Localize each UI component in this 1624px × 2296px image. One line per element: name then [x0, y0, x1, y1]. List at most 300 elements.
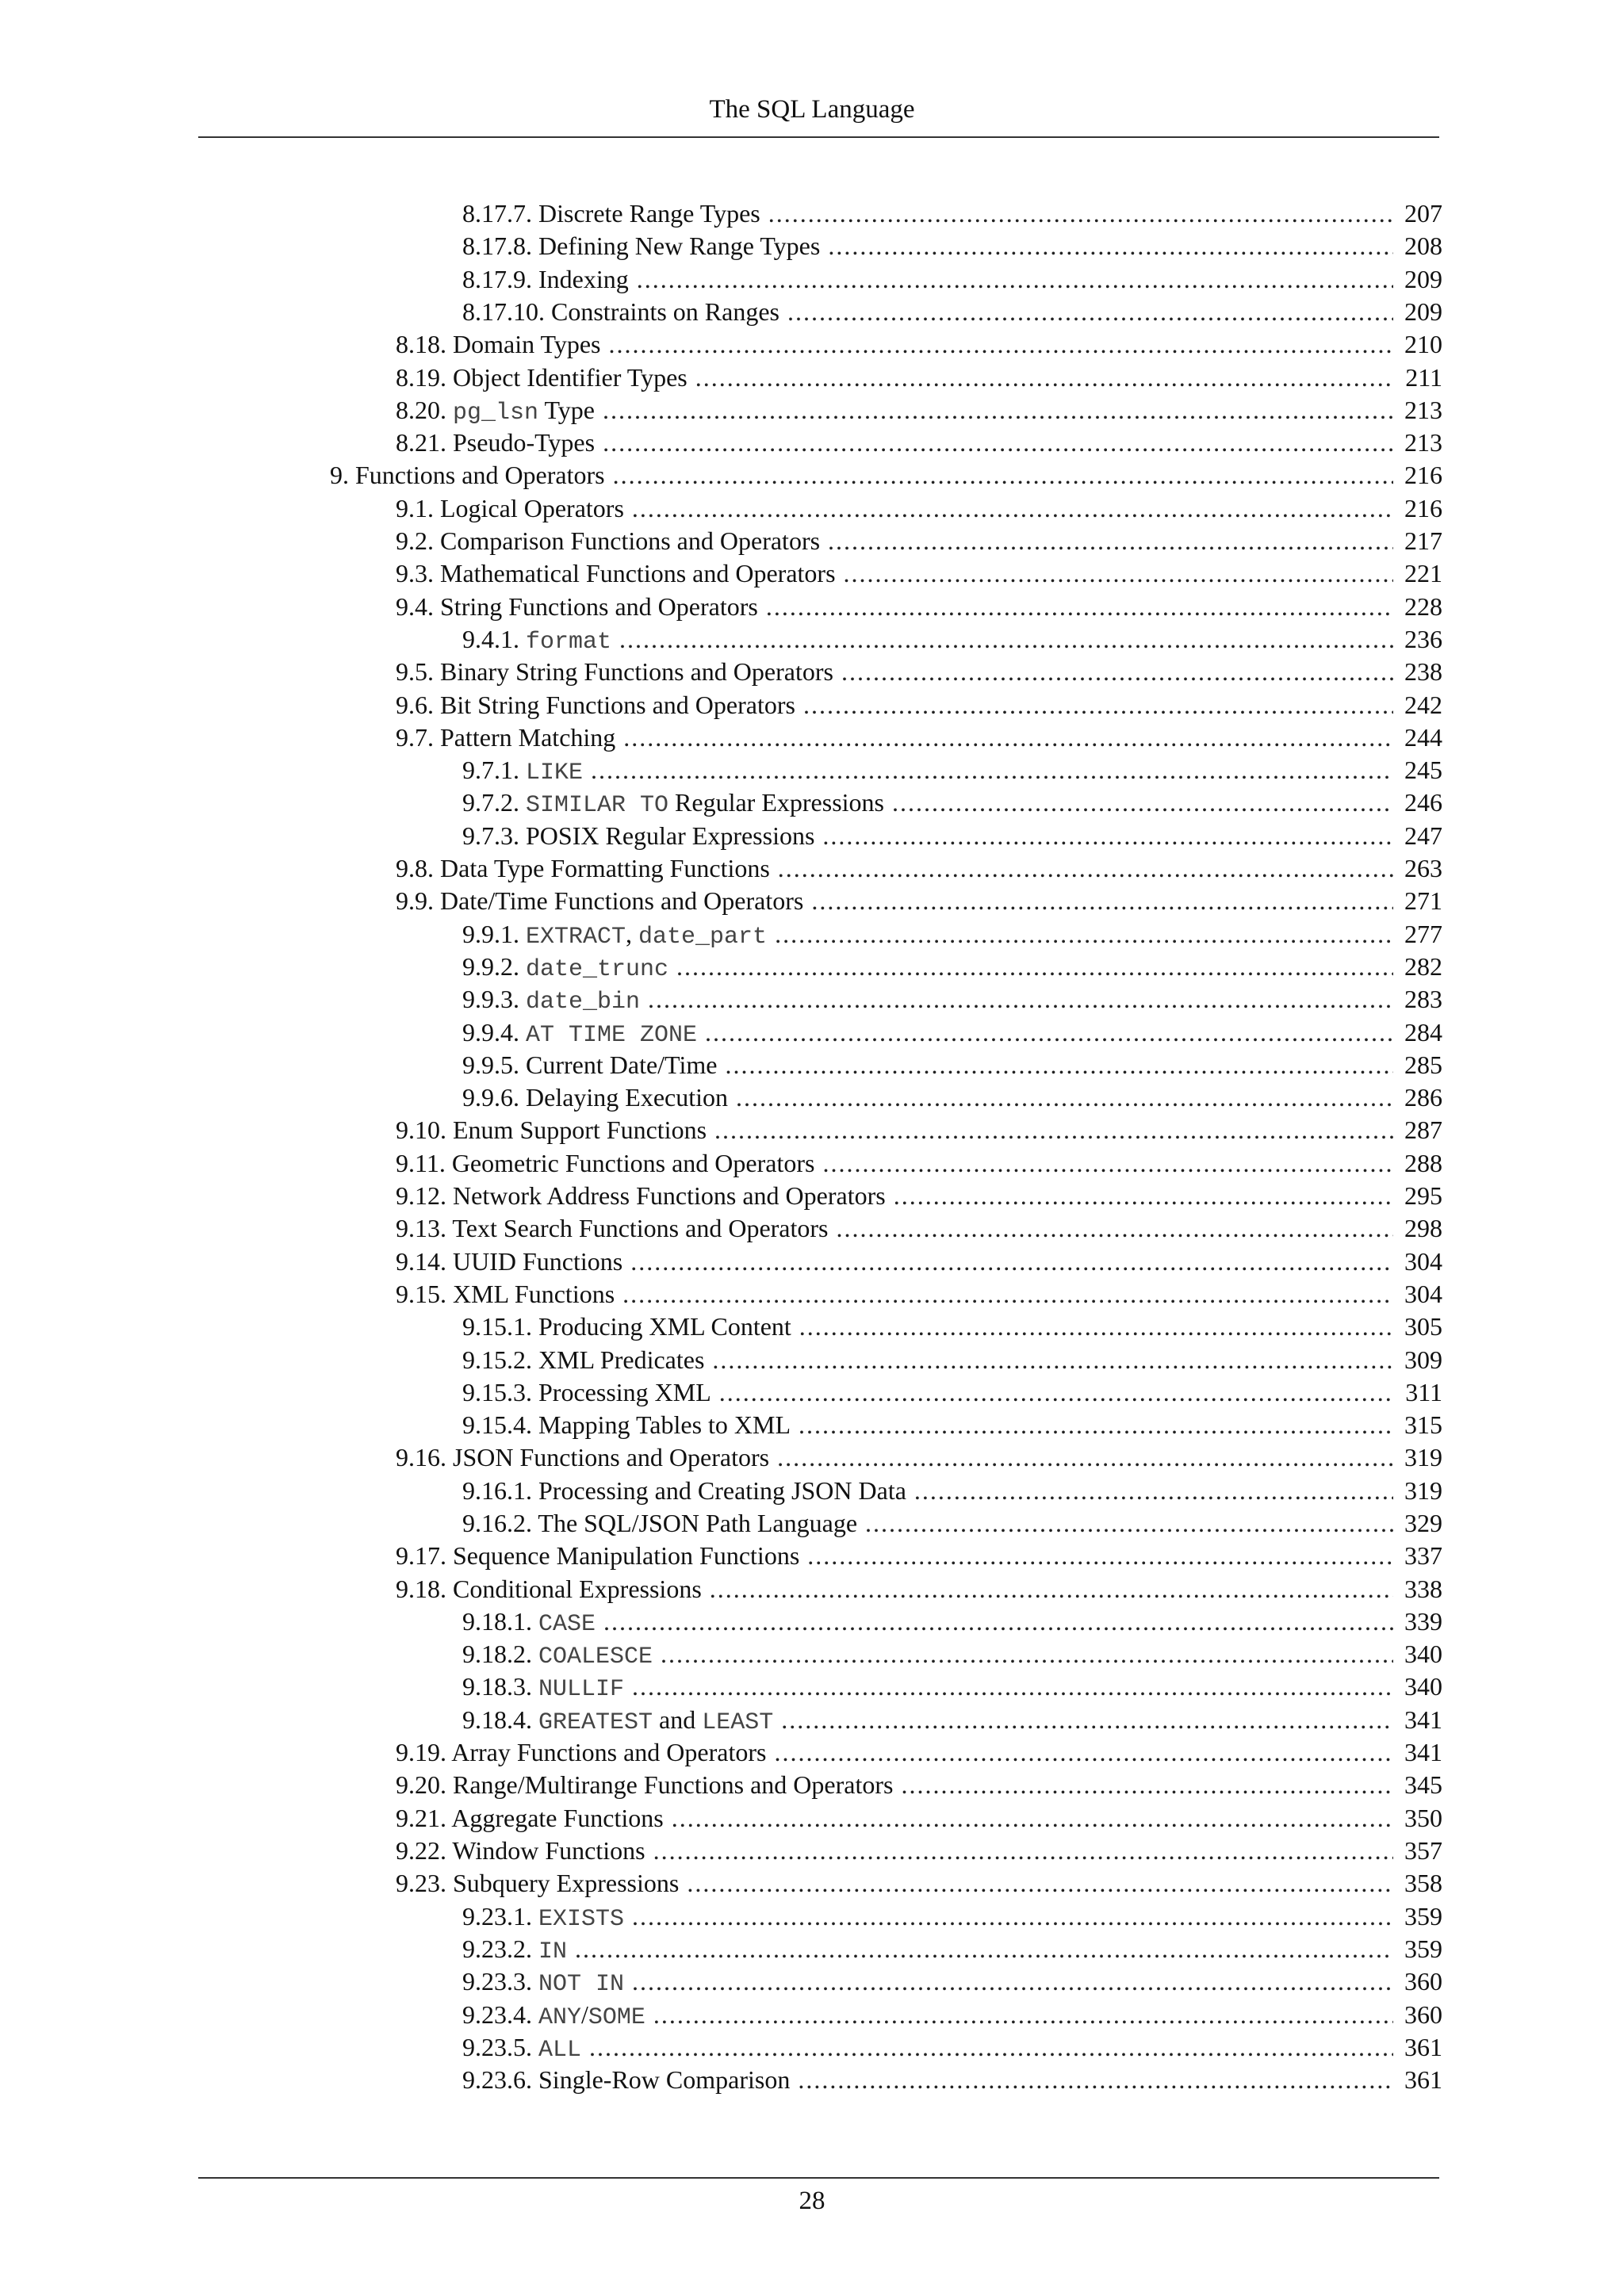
- toc-entry-title: [462, 197, 760, 230]
- toc-dot-leader: [799, 1310, 1393, 1343]
- toc-entry[interactable]: [396, 1801, 1442, 1835]
- toc-title-text: 9.16. JSON Functions and Operators: [396, 1443, 770, 1471]
- toc-dot-leader: [603, 393, 1393, 427]
- toc-entry-title: [396, 1113, 707, 1146]
- toc-entry[interactable]: [462, 1310, 1442, 1343]
- toc-title-text: 9.4. String Functions and Operators: [396, 592, 758, 621]
- toc-entry[interactable]: [462, 1376, 1442, 1409]
- toc-dot-leader: [603, 426, 1393, 459]
- toc-entry-title: [396, 884, 803, 917]
- toc-title-text: 9.15.4. Mapping Tables to XML: [462, 1410, 791, 1439]
- toc-dot-leader: [777, 1441, 1393, 1474]
- page-number: 28: [799, 2187, 825, 2215]
- toc-entry[interactable]: [396, 1211, 1442, 1245]
- toc-title-text: 9.9.5. Current Date/Time: [462, 1050, 718, 1079]
- toc-title-text: 9.10. Enum Support Functions: [396, 1115, 707, 1144]
- toc-page-number: 228: [1404, 592, 1442, 621]
- toc-entry[interactable]: [396, 1245, 1442, 1278]
- toc-title-text: 9.9.4.: [462, 1018, 526, 1047]
- toc-entry[interactable]: [462, 786, 1442, 819]
- toc-entry[interactable]: [462, 1408, 1442, 1441]
- toc-entry[interactable]: [396, 1735, 1442, 1769]
- toc-dot-leader: [622, 1277, 1393, 1311]
- toc-page-number: 319: [1404, 1443, 1442, 1471]
- toc-dot-leader: [676, 950, 1393, 983]
- toc-entry-title: [462, 753, 583, 790]
- toc-page-number: 221: [1404, 559, 1442, 587]
- toc-page-number: 207: [1404, 199, 1442, 228]
- toc-entry-title: [396, 1277, 615, 1311]
- toc-entry[interactable]: [462, 1703, 1442, 1736]
- toc-code-term: AT TIME ZONE: [526, 1022, 698, 1049]
- toc-page-number: 340: [1404, 1640, 1442, 1668]
- toc-page-number: 338: [1404, 1575, 1442, 1603]
- toc-page-number: 246: [1404, 788, 1442, 817]
- toc-dot-leader: [787, 295, 1393, 328]
- toc-entry-title: [396, 361, 688, 394]
- toc-dot-leader: [613, 458, 1393, 492]
- toc-title-text: 9.9. Date/Time Functions and Operators: [396, 886, 804, 915]
- toc-entry[interactable]: [462, 229, 1442, 262]
- toc-code-term: COALESCE: [538, 1644, 653, 1670]
- toc-entry-title: [396, 1834, 645, 1867]
- toc-title-text: 9.23. Subquery Expressions: [396, 1869, 680, 1897]
- toc-dot-leader: [648, 982, 1393, 1016]
- toc-page-number: 311: [1405, 1378, 1442, 1406]
- toc-dot-leader: [589, 2030, 1393, 2064]
- toc-dot-leader: [603, 1605, 1393, 1638]
- toc-title-text: 9.23.1.: [462, 1902, 538, 1931]
- toc-entry[interactable]: [462, 1670, 1442, 1703]
- toc-page-number: 209: [1404, 297, 1442, 326]
- toc-entry-title: [462, 1016, 697, 1052]
- toc-title-text: 8.17.7. Discrete Range Types: [462, 199, 760, 228]
- toc-page-number: 358: [1404, 1869, 1442, 1897]
- toc-dot-leader: [575, 1932, 1393, 1965]
- toc-entry[interactable]: [462, 1605, 1442, 1638]
- toc-code-term: EXTRACT: [526, 924, 626, 951]
- toc-page-number: 283: [1404, 985, 1442, 1013]
- toc-title-text: ,: [626, 920, 639, 948]
- toc-entry[interactable]: [396, 327, 1442, 361]
- toc-page-number: 315: [1404, 1410, 1442, 1439]
- toc-dot-leader: [632, 1965, 1393, 1998]
- toc-entry-title: [462, 1637, 653, 1674]
- toc-page-number: 263: [1404, 854, 1442, 882]
- toc-title-text: 9.4.1.: [462, 625, 526, 653]
- toc-entry-title: [396, 1245, 622, 1278]
- toc-entry[interactable]: [396, 1866, 1442, 1900]
- toc-title-text: 9. Functions and Operators: [330, 461, 605, 489]
- toc-entry[interactable]: [462, 1016, 1442, 1049]
- toc-page-number: 309: [1404, 1345, 1442, 1374]
- toc-entry[interactable]: [462, 950, 1442, 983]
- toc-entry-title: [396, 721, 615, 754]
- toc-page-number: 213: [1404, 428, 1442, 457]
- toc-dot-leader: [828, 524, 1393, 557]
- toc-entry-title: [330, 458, 605, 492]
- toc-entry[interactable]: [462, 1637, 1442, 1670]
- toc-title-text: 9.7.1.: [462, 756, 526, 784]
- toc-title-text: 9.19. Array Functions and Operators: [396, 1738, 767, 1766]
- toc-entry-title: [462, 917, 767, 954]
- toc-page-number: 329: [1404, 1509, 1442, 1537]
- toc-entry[interactable]: [396, 361, 1442, 394]
- toc-entry-title: [396, 557, 836, 590]
- toc-title-text: 9.15. XML Functions: [396, 1280, 615, 1308]
- toc-dot-leader: [822, 819, 1393, 852]
- toc-entry-title: [462, 1900, 624, 1936]
- toc-title-text: 9.3. Mathematical Functions and Operators: [396, 559, 836, 587]
- toc-entry-title: [462, 1048, 717, 1081]
- toc-page-number: 277: [1404, 920, 1442, 948]
- toc-dot-leader: [725, 1048, 1393, 1081]
- toc-page-number: 295: [1404, 1181, 1442, 1210]
- toc-title-text: 9.13. Text Search Functions and Operators: [396, 1214, 829, 1242]
- toc-dot-leader: [865, 1506, 1393, 1540]
- toc-entry-title: [396, 1735, 766, 1769]
- toc-entry-title: [396, 524, 820, 557]
- toc-entry[interactable]: [462, 262, 1442, 296]
- toc-entry[interactable]: [396, 524, 1442, 557]
- toc-dot-leader: [822, 1146, 1393, 1180]
- toc-entry-title: [396, 1866, 679, 1900]
- toc-dot-leader: [811, 884, 1393, 917]
- toc-dot-leader: [619, 622, 1393, 656]
- toc-title-text: 9.11. Geometric Functions and Operators: [396, 1149, 815, 1177]
- toc-page-number: 284: [1404, 1018, 1442, 1047]
- toc-entry-title: [462, 1965, 624, 2001]
- toc-entry[interactable]: [396, 1113, 1442, 1146]
- toc-entry[interactable]: [462, 917, 1442, 951]
- toc-entry-title: [462, 819, 814, 852]
- toc-entry-title: [396, 393, 595, 430]
- toc-title-text: 9.1. Logical Operators: [396, 494, 624, 522]
- toc-title-text: 9.17. Sequence Manipulation Functions: [396, 1541, 800, 1570]
- toc-entry[interactable]: [462, 1506, 1442, 1540]
- toc-entry-title: [462, 229, 820, 262]
- toc-entry-title: [396, 1539, 799, 1572]
- footer-divider: [198, 2177, 1439, 2179]
- toc-page-number: 209: [1404, 265, 1442, 293]
- toc-page-number: 360: [1404, 1967, 1442, 1996]
- toc-title-text: 9.21. Aggregate Functions: [396, 1804, 664, 1832]
- toc-page-number: 211: [1405, 363, 1442, 392]
- toc-dot-leader: [632, 1900, 1393, 1933]
- toc-entry[interactable]: [462, 1048, 1442, 1081]
- toc-title-text: 9.15.2. XML Predicates: [462, 1345, 705, 1374]
- toc-title-text: 9.9.2.: [462, 952, 526, 981]
- toc-title-text: 9.22. Window Functions: [396, 1836, 645, 1865]
- toc-entry-title: [462, 622, 611, 659]
- toc-title-text: and: [653, 1705, 703, 1734]
- toc-entry-title: [396, 1768, 893, 1801]
- toc-entry-title: [396, 327, 600, 361]
- toc-dot-leader: [710, 1572, 1393, 1605]
- toc-page-number: 340: [1404, 1672, 1442, 1701]
- toc-entry[interactable]: [396, 688, 1442, 721]
- toc-page-number: 350: [1404, 1804, 1442, 1832]
- toc-title-text: 9.7.3. POSIX Regular Expressions: [462, 821, 815, 850]
- toc-title-text: 9.6. Bit String Functions and Operators: [396, 691, 795, 719]
- toc-dot-leader: [914, 1474, 1393, 1507]
- toc-entry[interactable]: [462, 1998, 1442, 2031]
- toc-entry-title: [462, 2063, 790, 2096]
- toc-entry-title: [462, 950, 668, 986]
- toc-entry[interactable]: [462, 982, 1442, 1016]
- toc-entry[interactable]: [462, 819, 1442, 852]
- toc-entry[interactable]: [396, 393, 1442, 427]
- toc-entry[interactable]: [396, 426, 1442, 459]
- toc-code-term: SOME: [588, 2004, 645, 2031]
- toc-page-number: 341: [1404, 1738, 1442, 1766]
- toc-dot-leader: [781, 1703, 1393, 1736]
- toc-dot-leader: [672, 1801, 1393, 1835]
- toc-title-text: 9.18.1.: [462, 1607, 538, 1636]
- toc-entry[interactable]: [396, 1834, 1442, 1867]
- toc-entry-title: [462, 1703, 773, 1739]
- toc-page-number: 287: [1404, 1115, 1442, 1144]
- toc-title-text: 8.18. Domain Types: [396, 330, 601, 358]
- toc-code-term: LEAST: [702, 1709, 774, 1736]
- toc-entry-title: [462, 1310, 791, 1343]
- toc-entry[interactable]: [396, 1768, 1442, 1801]
- toc-dot-leader: [766, 590, 1393, 623]
- toc-entry[interactable]: [396, 492, 1442, 525]
- toc-title-text: 9.18.2.: [462, 1640, 538, 1668]
- toc-dot-leader: [630, 1245, 1393, 1278]
- toc-page-number: 242: [1404, 691, 1442, 719]
- toc-dot-leader: [768, 197, 1393, 230]
- toc-title-text: 8.17.10. Constraints on Ranges: [462, 297, 779, 326]
- toc-title-text: 9.23.2.: [462, 1934, 538, 1963]
- toc-code-term: date_bin: [526, 989, 641, 1016]
- toc-code-term: date_part: [638, 924, 768, 951]
- toc-dot-leader: [623, 721, 1393, 754]
- toc-dot-leader: [608, 327, 1393, 361]
- toc-code-term: CASE: [538, 1611, 596, 1638]
- toc-title-text: 8.19. Object Identifier Types: [396, 363, 688, 392]
- toc-entry[interactable]: [462, 1474, 1442, 1507]
- toc-entry[interactable]: [396, 1539, 1442, 1572]
- toc-title-text: Type: [538, 396, 595, 424]
- toc-title-text: 9.20. Range/Multirange Functions and Operators: [396, 1770, 894, 1799]
- header-divider: [198, 136, 1439, 138]
- toc-code-term: ANY: [538, 2004, 582, 2031]
- toc-entry-title: [462, 1376, 711, 1409]
- toc-page-number: 216: [1404, 461, 1442, 489]
- toc-entry-title: [462, 262, 629, 296]
- toc-title-text: 9.8. Data Type Formatting Functions: [396, 854, 770, 882]
- toc-dot-leader: [695, 361, 1393, 394]
- toc-page-number: 304: [1404, 1280, 1442, 1308]
- toc-page-number: 208: [1404, 232, 1442, 260]
- toc-page-number: 210: [1404, 330, 1442, 358]
- toc-dot-leader: [591, 753, 1393, 786]
- toc-code-term: GREATEST: [538, 1709, 653, 1736]
- toc-entry-title: [396, 851, 770, 885]
- toc-dot-leader: [841, 655, 1393, 688]
- toc-dot-leader: [798, 2063, 1393, 2096]
- toc-title-text: 8.20.: [396, 396, 453, 424]
- toc-title-text: 9.5. Binary String Functions and Operators: [396, 657, 833, 686]
- toc-dot-leader: [712, 1343, 1393, 1376]
- toc-entry-title: [462, 1474, 906, 1507]
- toc-entry[interactable]: [462, 295, 1442, 328]
- toc-dot-leader: [719, 1376, 1393, 1409]
- toc-dot-leader: [807, 1539, 1393, 1572]
- toc-title-text: 8.21. Pseudo-Types: [396, 428, 596, 457]
- toc-page-number: 288: [1404, 1149, 1442, 1177]
- toc-dot-leader: [714, 1113, 1393, 1146]
- toc-entry[interactable]: [462, 1932, 1442, 1965]
- toc-entry[interactable]: [462, 1965, 1442, 1998]
- toc-title-text: 9.9.6. Delaying Execution: [462, 1083, 729, 1112]
- toc-code-term: NOT IN: [538, 1971, 625, 1998]
- toc-page-number: 341: [1404, 1705, 1442, 1734]
- toc-dot-leader: [632, 492, 1393, 525]
- toc-entry-title: [462, 1932, 567, 1969]
- toc-dot-leader: [892, 786, 1393, 819]
- toc-entry-title: [462, 1670, 624, 1706]
- toc-entry[interactable]: [396, 1441, 1442, 1474]
- toc-dot-leader: [828, 229, 1393, 262]
- toc-entry[interactable]: [396, 721, 1442, 754]
- toc-title-text: 9.16.1. Processing and Creating JSON Data: [462, 1476, 906, 1505]
- toc-dot-leader: [637, 262, 1393, 296]
- toc-page-number: 359: [1404, 1902, 1442, 1931]
- toc-dot-leader: [894, 1179, 1393, 1212]
- toc-page-number: 345: [1404, 1770, 1442, 1799]
- toc-page-number: 361: [1404, 2065, 1442, 2094]
- toc-dot-leader: [837, 1211, 1394, 1245]
- toc-entry-title: [396, 688, 795, 721]
- toc-dot-leader: [705, 1016, 1393, 1049]
- toc-entry[interactable]: [462, 1343, 1442, 1376]
- toc-title-text: 8.17.8. Defining New Range Types: [462, 232, 821, 260]
- toc-entry[interactable]: [396, 1179, 1442, 1212]
- toc-code-term: LIKE: [526, 760, 584, 786]
- toc-entry[interactable]: [396, 1277, 1442, 1311]
- toc-code-term: ALL: [538, 2037, 582, 2064]
- toc-entry[interactable]: [396, 851, 1442, 885]
- toc-entry[interactable]: [462, 2030, 1442, 2064]
- toc-entry[interactable]: [396, 557, 1442, 590]
- toc-entry-title: [396, 492, 624, 525]
- toc-entry-title: [396, 426, 595, 459]
- toc-entry-title: [462, 786, 884, 822]
- toc-page-number: 244: [1404, 723, 1442, 752]
- toc-dot-leader: [774, 1735, 1393, 1769]
- toc-page-number: 282: [1404, 952, 1442, 981]
- toc-entry-title: [396, 1179, 886, 1212]
- toc-page-number: 238: [1404, 657, 1442, 686]
- toc-entry[interactable]: [396, 1572, 1442, 1605]
- toc-entry-title: [396, 655, 833, 688]
- toc-title-text: 9.14. UUID Functions: [396, 1247, 623, 1276]
- toc-page-number: 286: [1404, 1083, 1442, 1112]
- toc-page-number: 216: [1404, 494, 1442, 522]
- toc-code-term: SIMILAR TO: [526, 792, 669, 819]
- toc-dot-leader: [775, 917, 1393, 951]
- toc-entry-title: [396, 1801, 664, 1835]
- toc-title-text: /: [581, 2000, 588, 2029]
- toc-title-text: 9.18.3.: [462, 1672, 538, 1701]
- toc-entry[interactable]: [462, 1900, 1442, 1933]
- toc-entry[interactable]: [462, 2063, 1442, 2096]
- running-header-title: The SQL Language: [709, 95, 915, 124]
- toc-entry[interactable]: [462, 753, 1442, 786]
- toc-entry-title: [396, 590, 758, 623]
- toc-entry[interactable]: [462, 197, 1442, 230]
- toc-entry[interactable]: [462, 1081, 1442, 1114]
- toc-dot-leader: [653, 1834, 1393, 1867]
- toc-code-term: NULLIF: [538, 1676, 625, 1703]
- toc-entry-title: [462, 1998, 645, 2034]
- toc-title-text: 9.23.6. Single-Row Comparison: [462, 2065, 791, 2094]
- toc-title-text: 9.18. Conditional Expressions: [396, 1575, 702, 1603]
- toc-entry[interactable]: [396, 655, 1442, 688]
- toc-dot-leader: [632, 1670, 1393, 1703]
- toc-entry[interactable]: [330, 458, 1442, 492]
- toc-entry-title: [396, 1146, 814, 1180]
- toc-dot-leader: [653, 1998, 1393, 2031]
- toc-page-number: 319: [1404, 1476, 1442, 1505]
- toc-entry[interactable]: [396, 884, 1442, 917]
- toc-entry[interactable]: [462, 622, 1442, 656]
- toc-title-text: 9.15.1. Producing XML Content: [462, 1312, 791, 1341]
- toc-entry-title: [462, 1605, 596, 1641]
- toc-page-number: 213: [1404, 396, 1442, 424]
- toc-entry-title: [462, 1408, 791, 1441]
- toc-dot-leader: [736, 1081, 1393, 1114]
- toc-title-text: 9.2. Comparison Functions and Operators: [396, 526, 821, 555]
- toc-page-number: 360: [1404, 2000, 1442, 2029]
- toc-page-number: 337: [1404, 1541, 1442, 1570]
- toc-dot-leader: [778, 851, 1393, 885]
- toc-page-number: 361: [1404, 2033, 1442, 2061]
- toc-title-text: 9.16.2. The SQL/JSON Path Language: [462, 1509, 858, 1537]
- toc-page-number: 271: [1404, 886, 1442, 915]
- toc-code-term: IN: [538, 1938, 568, 1965]
- toc-title-text: 9.18.4.: [462, 1705, 538, 1734]
- toc-page-number: 236: [1404, 625, 1442, 653]
- toc-dot-leader: [803, 688, 1393, 721]
- toc-entry[interactable]: [396, 1146, 1442, 1180]
- toc-title-text: 9.7.2.: [462, 788, 526, 817]
- toc-entry-title: [462, 1506, 857, 1540]
- toc-title-text: 9.15.3. Processing XML: [462, 1378, 711, 1406]
- toc-code-term: date_trunc: [526, 956, 669, 983]
- toc-title-text: 9.9.1.: [462, 920, 526, 948]
- toc-page-number: 245: [1404, 756, 1442, 784]
- toc-page-number: 357: [1404, 1836, 1442, 1865]
- toc-page-number: 298: [1404, 1214, 1442, 1242]
- toc-title-text: 9.9.3.: [462, 985, 526, 1013]
- toc-entry-title: [462, 1343, 704, 1376]
- toc-entry[interactable]: [396, 590, 1442, 623]
- toc-title-text: 9.12. Network Address Functions and Operators: [396, 1181, 886, 1210]
- toc-title-text: Regular Expressions: [668, 788, 884, 817]
- toc-entry-title: [462, 1081, 728, 1114]
- toc-dot-leader: [661, 1637, 1393, 1670]
- toc-page-number: 305: [1404, 1312, 1442, 1341]
- toc-title-text: 9.23.3.: [462, 1967, 538, 1996]
- toc-page-number: 247: [1404, 821, 1442, 850]
- toc-page-number: 285: [1404, 1050, 1442, 1079]
- toc-dot-leader: [799, 1408, 1393, 1441]
- toc-title-text: 9.23.5.: [462, 2033, 538, 2061]
